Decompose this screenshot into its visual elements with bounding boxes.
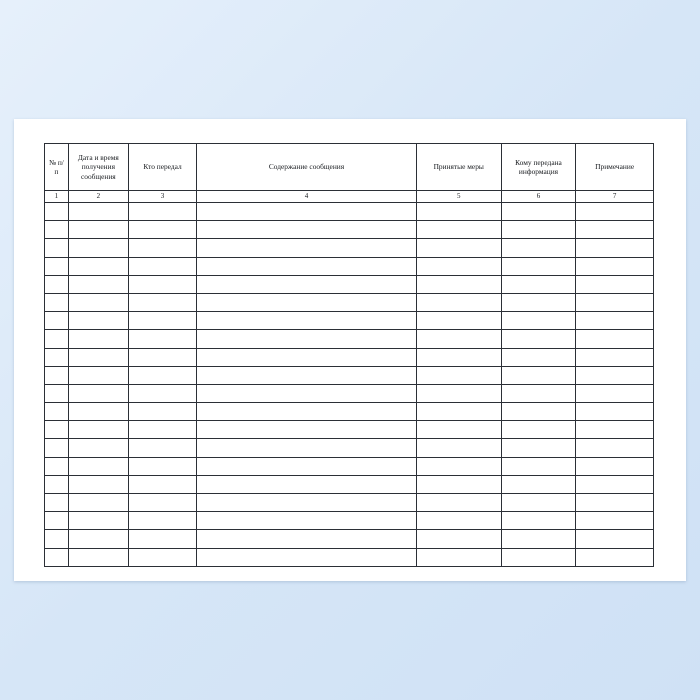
table-cell[interactable] [68, 239, 128, 257]
table-cell[interactable] [128, 257, 196, 275]
table-cell[interactable] [68, 457, 128, 475]
table-cell[interactable] [576, 384, 654, 402]
table-cell[interactable] [501, 548, 576, 566]
table-cell[interactable] [197, 494, 417, 512]
table-cell[interactable] [416, 421, 501, 439]
table-cell[interactable] [197, 475, 417, 493]
table-row[interactable] [45, 475, 654, 493]
table-cell[interactable] [45, 257, 69, 275]
table-cell[interactable] [576, 530, 654, 548]
column-header-content [197, 144, 417, 191]
column-header-measures [416, 144, 501, 191]
table-cell[interactable] [45, 512, 69, 530]
table-cell[interactable] [197, 384, 417, 402]
table-cell[interactable] [576, 312, 654, 330]
table-cell[interactable] [501, 530, 576, 548]
table-cell[interactable] [128, 293, 196, 311]
table-cell[interactable] [68, 512, 128, 530]
table-cell[interactable] [501, 457, 576, 475]
table-cell[interactable] [416, 330, 501, 348]
table-cell[interactable] [576, 257, 654, 275]
table-row[interactable] [45, 348, 654, 366]
table-cell[interactable] [576, 494, 654, 512]
table-cell[interactable] [68, 403, 128, 421]
table-cell[interactable] [45, 530, 69, 548]
table-cell[interactable] [45, 312, 69, 330]
table-row[interactable] [45, 312, 654, 330]
table-cell[interactable] [128, 366, 196, 384]
table-cell[interactable] [45, 221, 69, 239]
table-cell[interactable] [128, 530, 196, 548]
table-cell[interactable] [128, 312, 196, 330]
column-header-datetime-label: Дата и время получения сообщения [77, 153, 119, 181]
table-row[interactable] [45, 421, 654, 439]
table-cell[interactable] [416, 530, 501, 548]
table-cell[interactable] [128, 348, 196, 366]
table-cell[interactable] [68, 475, 128, 493]
table-cell[interactable] [501, 203, 576, 221]
table-cell[interactable] [68, 330, 128, 348]
table-row[interactable] [45, 366, 654, 384]
table-cell[interactable] [576, 439, 654, 457]
table-cell[interactable] [416, 403, 501, 421]
table-cell[interactable] [197, 548, 417, 566]
table-cell[interactable] [45, 348, 69, 366]
table-cell[interactable] [128, 239, 196, 257]
table-row[interactable] [45, 457, 654, 475]
table-cell[interactable] [128, 494, 196, 512]
column-number-5: 5 [416, 191, 501, 203]
table-cell[interactable] [576, 403, 654, 421]
table-cell[interactable] [68, 384, 128, 402]
table-cell[interactable] [68, 366, 128, 384]
table-cell[interactable] [197, 512, 417, 530]
table-row[interactable] [45, 548, 654, 566]
table-cell[interactable] [45, 366, 69, 384]
table-row[interactable] [45, 275, 654, 293]
table-cell[interactable] [45, 293, 69, 311]
table-cell[interactable] [68, 257, 128, 275]
table-cell[interactable] [45, 439, 69, 457]
table-cell[interactable] [416, 384, 501, 402]
table-cell[interactable] [197, 293, 417, 311]
table-row[interactable] [45, 221, 654, 239]
table-cell[interactable] [416, 548, 501, 566]
column-number-1: 1 [45, 191, 69, 203]
table-cell[interactable] [128, 330, 196, 348]
column-header-sender-label: Кто передал [143, 162, 182, 172]
table-row[interactable] [45, 494, 654, 512]
table-cell[interactable] [197, 257, 417, 275]
table-cell[interactable] [501, 239, 576, 257]
table-cell[interactable] [128, 403, 196, 421]
table-cell[interactable] [416, 275, 501, 293]
table-row[interactable] [45, 439, 654, 457]
table-cell[interactable] [68, 221, 128, 239]
column-header-number [45, 144, 69, 191]
table-cell[interactable] [68, 421, 128, 439]
table-cell[interactable] [576, 348, 654, 366]
table-cell[interactable] [68, 548, 128, 566]
column-header-sender [128, 144, 196, 191]
table-cell[interactable] [45, 239, 69, 257]
table-cell[interactable] [501, 384, 576, 402]
column-header-notes [576, 144, 654, 191]
table-cell[interactable] [416, 494, 501, 512]
table-cell[interactable] [68, 348, 128, 366]
table-cell[interactable] [45, 203, 69, 221]
table-cell[interactable] [501, 421, 576, 439]
table-cell[interactable] [68, 530, 128, 548]
column-number-4: 4 [197, 191, 417, 203]
table-cell[interactable] [416, 512, 501, 530]
column-header-notes-label: Примечание [595, 162, 635, 172]
table-cell[interactable] [45, 421, 69, 439]
table-cell[interactable] [501, 257, 576, 275]
table-cell[interactable] [501, 293, 576, 311]
table-cell[interactable] [128, 421, 196, 439]
table-cell[interactable] [197, 312, 417, 330]
column-number-3: 3 [128, 191, 196, 203]
column-header-recipient [501, 144, 576, 191]
table-cell[interactable] [197, 530, 417, 548]
table-row[interactable] [45, 384, 654, 402]
table-cell[interactable] [128, 275, 196, 293]
table-cell[interactable] [68, 203, 128, 221]
table-row[interactable] [45, 512, 654, 530]
table-cell[interactable] [45, 457, 69, 475]
table-cell[interactable] [501, 348, 576, 366]
table-cell[interactable] [576, 475, 654, 493]
table-cell[interactable] [501, 330, 576, 348]
table-cell[interactable] [197, 330, 417, 348]
table-cell[interactable] [197, 221, 417, 239]
paper-sheet [14, 119, 686, 581]
column-number-6: 6 [501, 191, 576, 203]
table-cell[interactable] [416, 312, 501, 330]
table-cell[interactable] [197, 457, 417, 475]
column-header-number-label: № п/п [48, 157, 64, 176]
table-cell[interactable] [416, 239, 501, 257]
table-cell[interactable] [576, 275, 654, 293]
table-cell[interactable] [416, 221, 501, 239]
table-cell[interactable] [45, 494, 69, 512]
table-cell[interactable] [576, 221, 654, 239]
table-cell[interactable] [128, 475, 196, 493]
table-header-row [45, 144, 654, 191]
table-row[interactable] [45, 239, 654, 257]
table-cell[interactable] [576, 512, 654, 530]
table-cell[interactable] [128, 512, 196, 530]
table-column-number-row [45, 191, 654, 203]
table-cell[interactable] [68, 439, 128, 457]
table-cell[interactable] [68, 494, 128, 512]
column-header-datetime [68, 144, 128, 191]
column-number-7: 7 [576, 191, 654, 203]
table-cell[interactable] [416, 257, 501, 275]
column-number-2: 2 [68, 191, 128, 203]
table-cell[interactable] [68, 293, 128, 311]
table-cell[interactable] [576, 548, 654, 566]
table-cell[interactable] [576, 330, 654, 348]
table-row[interactable] [45, 203, 654, 221]
table-cell[interactable] [45, 330, 69, 348]
journal-table-body [45, 203, 654, 567]
table-row[interactable] [45, 330, 654, 348]
journal-table [44, 143, 654, 567]
table-cell[interactable] [576, 239, 654, 257]
table-cell[interactable] [197, 366, 417, 384]
table-cell[interactable] [501, 312, 576, 330]
table-cell[interactable] [501, 403, 576, 421]
table-cell[interactable] [128, 439, 196, 457]
table-cell[interactable] [576, 421, 654, 439]
table-cell[interactable] [501, 439, 576, 457]
table-row[interactable] [45, 257, 654, 275]
column-header-recipient-label: Кому передана информация [515, 157, 562, 176]
table-cell[interactable] [416, 475, 501, 493]
table-cell[interactable] [501, 366, 576, 384]
table-cell[interactable] [501, 494, 576, 512]
table-cell[interactable] [501, 512, 576, 530]
table-cell[interactable] [416, 439, 501, 457]
table-cell[interactable] [128, 221, 196, 239]
table-cell[interactable] [197, 348, 417, 366]
table-row[interactable] [45, 530, 654, 548]
table-cell[interactable] [576, 203, 654, 221]
table-cell[interactable] [68, 312, 128, 330]
table-cell[interactable] [576, 366, 654, 384]
table-cell[interactable] [416, 348, 501, 366]
table-cell[interactable] [197, 439, 417, 457]
table-row[interactable] [45, 403, 654, 421]
table-cell[interactable] [128, 548, 196, 566]
table-cell[interactable] [501, 221, 576, 239]
table-cell[interactable] [128, 457, 196, 475]
table-cell[interactable] [416, 203, 501, 221]
column-header-measures-label: Принятые меры [433, 162, 484, 172]
column-header-content-label: Содержание сообщения [268, 162, 345, 172]
table-cell[interactable] [197, 203, 417, 221]
table-cell[interactable] [416, 293, 501, 311]
table-cell[interactable] [128, 384, 196, 402]
table-cell[interactable] [197, 239, 417, 257]
table-cell[interactable] [68, 275, 128, 293]
table-cell[interactable] [576, 293, 654, 311]
table-cell[interactable] [501, 275, 576, 293]
table-cell[interactable] [416, 457, 501, 475]
table-cell[interactable] [501, 475, 576, 493]
table-row[interactable] [45, 293, 654, 311]
table-cell[interactable] [197, 275, 417, 293]
table-cell[interactable] [45, 275, 69, 293]
table-cell[interactable] [128, 203, 196, 221]
table-cell[interactable] [416, 366, 501, 384]
table-cell[interactable] [45, 475, 69, 493]
table-cell[interactable] [197, 421, 417, 439]
table-cell[interactable] [45, 403, 69, 421]
table-cell[interactable] [576, 457, 654, 475]
journal-table-container [44, 143, 654, 567]
table-cell[interactable] [45, 548, 69, 566]
table-cell[interactable] [45, 384, 69, 402]
table-cell[interactable] [197, 403, 417, 421]
